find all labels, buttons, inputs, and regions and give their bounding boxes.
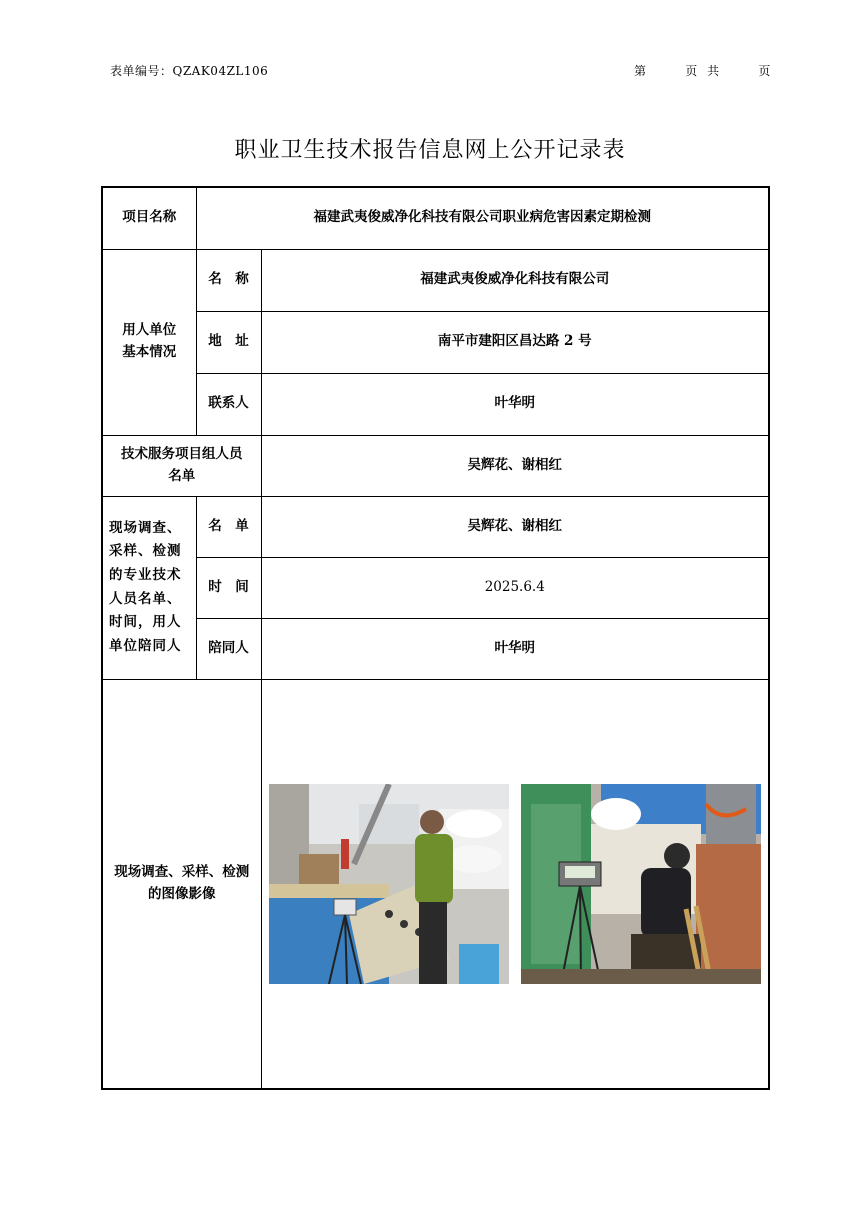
page-ye2: 页 [758,64,771,78]
photo-site-1 [269,784,509,984]
form-number: 表单编号：QZAK04ZL106 [110,64,269,78]
employer-label: 用人单位 基本情况 [102,249,196,435]
images-label: 现场调查、采样、检测的图像影像 [102,679,261,1089]
onsite-label: 现场调查、采样、检测的专业技术人员名单、时间，用人单位陪同人 [102,496,196,679]
team-label: 技术服务项目组人员名单 [102,435,261,496]
row-employer-address [102,311,769,373]
row-onsite-names [102,496,769,557]
row-team [102,435,769,496]
row-employer-name [102,249,769,311]
onsite-names-value: 吴辉花、谢相红 [261,496,769,557]
photo-strip [262,784,769,984]
page-indicator [634,62,770,79]
project-name-value: 福建武夷俊威净化科技有限公司职业病危害因素定期检测 [196,187,769,249]
companion-value: 叶华明 [261,618,769,679]
address-label: 地 址 [196,311,261,373]
address-value: 南平市建阳区昌达路 2 号 [261,311,769,373]
contact-label: 联系人 [196,373,261,435]
name-value: 福建武夷俊威净化科技有限公司 [261,249,769,311]
time-value: 2025.6.4 [261,557,769,618]
time-label: 时 间 [196,557,261,618]
record-table [101,186,770,1090]
page-gong: 共 [707,64,720,78]
page-di: 第 [634,64,647,78]
row-images [102,679,769,1089]
photo-site-2-image [521,784,761,984]
page-title: 职业卫生技术报告信息网上公开记录表 [234,138,626,163]
row-onsite-time [102,557,769,618]
row-onsite-companion [102,618,769,679]
onsite-names-label: 名 单 [196,496,261,557]
photo-site-1-image [269,784,509,984]
project-name-label: 项目名称 [102,187,196,249]
row-employer-contact [102,373,769,435]
images-cell [261,679,769,1089]
page-ye: 页 [685,64,698,78]
companion-label: 陪同人 [196,618,261,679]
photo-site-2 [521,784,761,984]
row-project-name [102,187,769,249]
team-value: 吴辉花、谢相红 [261,435,769,496]
contact-value: 叶华明 [261,373,769,435]
name-label: 名 称 [196,249,261,311]
